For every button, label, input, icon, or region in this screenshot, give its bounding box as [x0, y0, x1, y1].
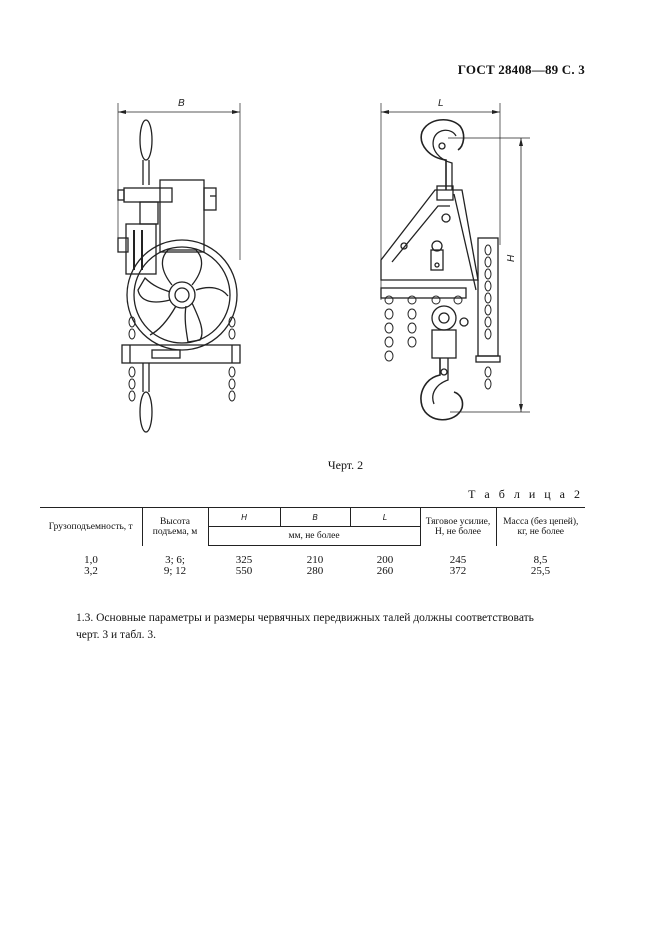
dim-l-label: L — [438, 98, 444, 109]
col-height: Высота подъема, м — [142, 508, 208, 546]
cell-h: 550 — [235, 565, 253, 577]
cell-height: 3; 6; — [165, 553, 185, 566]
col-l: L — [350, 508, 420, 527]
page-header: ГОСТ 28408—89 С. 3 — [457, 62, 585, 77]
cell-mass: 25,5 — [530, 565, 551, 577]
cell-mass: 8,5 — [533, 553, 548, 566]
figure-caption: Черт. 2 — [327, 458, 364, 472]
dim-b-label: B — [178, 98, 185, 109]
cell-force: 372 — [449, 565, 467, 577]
col-mass: Масса (без цепей), кг, не более — [496, 508, 585, 546]
cell-capacity: 1,0 — [84, 553, 98, 566]
col-force: Тяговое усилие, Н, не более — [420, 508, 496, 546]
paragraph-line-1: 1.3. Основные параметры и размеры червячных передвижных талей должны соответствовать — [76, 612, 534, 624]
cell-l: 260 — [376, 565, 394, 577]
col-units: мм, не более — [208, 527, 420, 546]
paragraph-1-3 — [76, 610, 585, 644]
cell-b: 210 — [306, 554, 324, 566]
paragraph-line-2: черт. 3 и табл. 3. — [76, 629, 157, 641]
col-b: B — [280, 508, 350, 527]
cell-capacity: 3,2 — [84, 565, 98, 577]
cell-h: 325 — [235, 554, 253, 566]
cell-b: 280 — [306, 565, 324, 577]
technical-drawing — [0, 0, 661, 450]
table-label: Т а б л и ц а 2 — [468, 487, 583, 501]
parameters-table — [40, 507, 585, 577]
dim-h-label: H — [506, 254, 517, 262]
table-row — [40, 566, 585, 577]
col-h: H — [208, 508, 280, 527]
col-capacity: Грузоподъемность, т — [40, 508, 142, 546]
cell-height: 9; 12 — [163, 565, 187, 577]
cell-l: 200 — [376, 554, 394, 566]
table-row — [40, 546, 585, 567]
cell-force: 245 — [449, 553, 467, 566]
